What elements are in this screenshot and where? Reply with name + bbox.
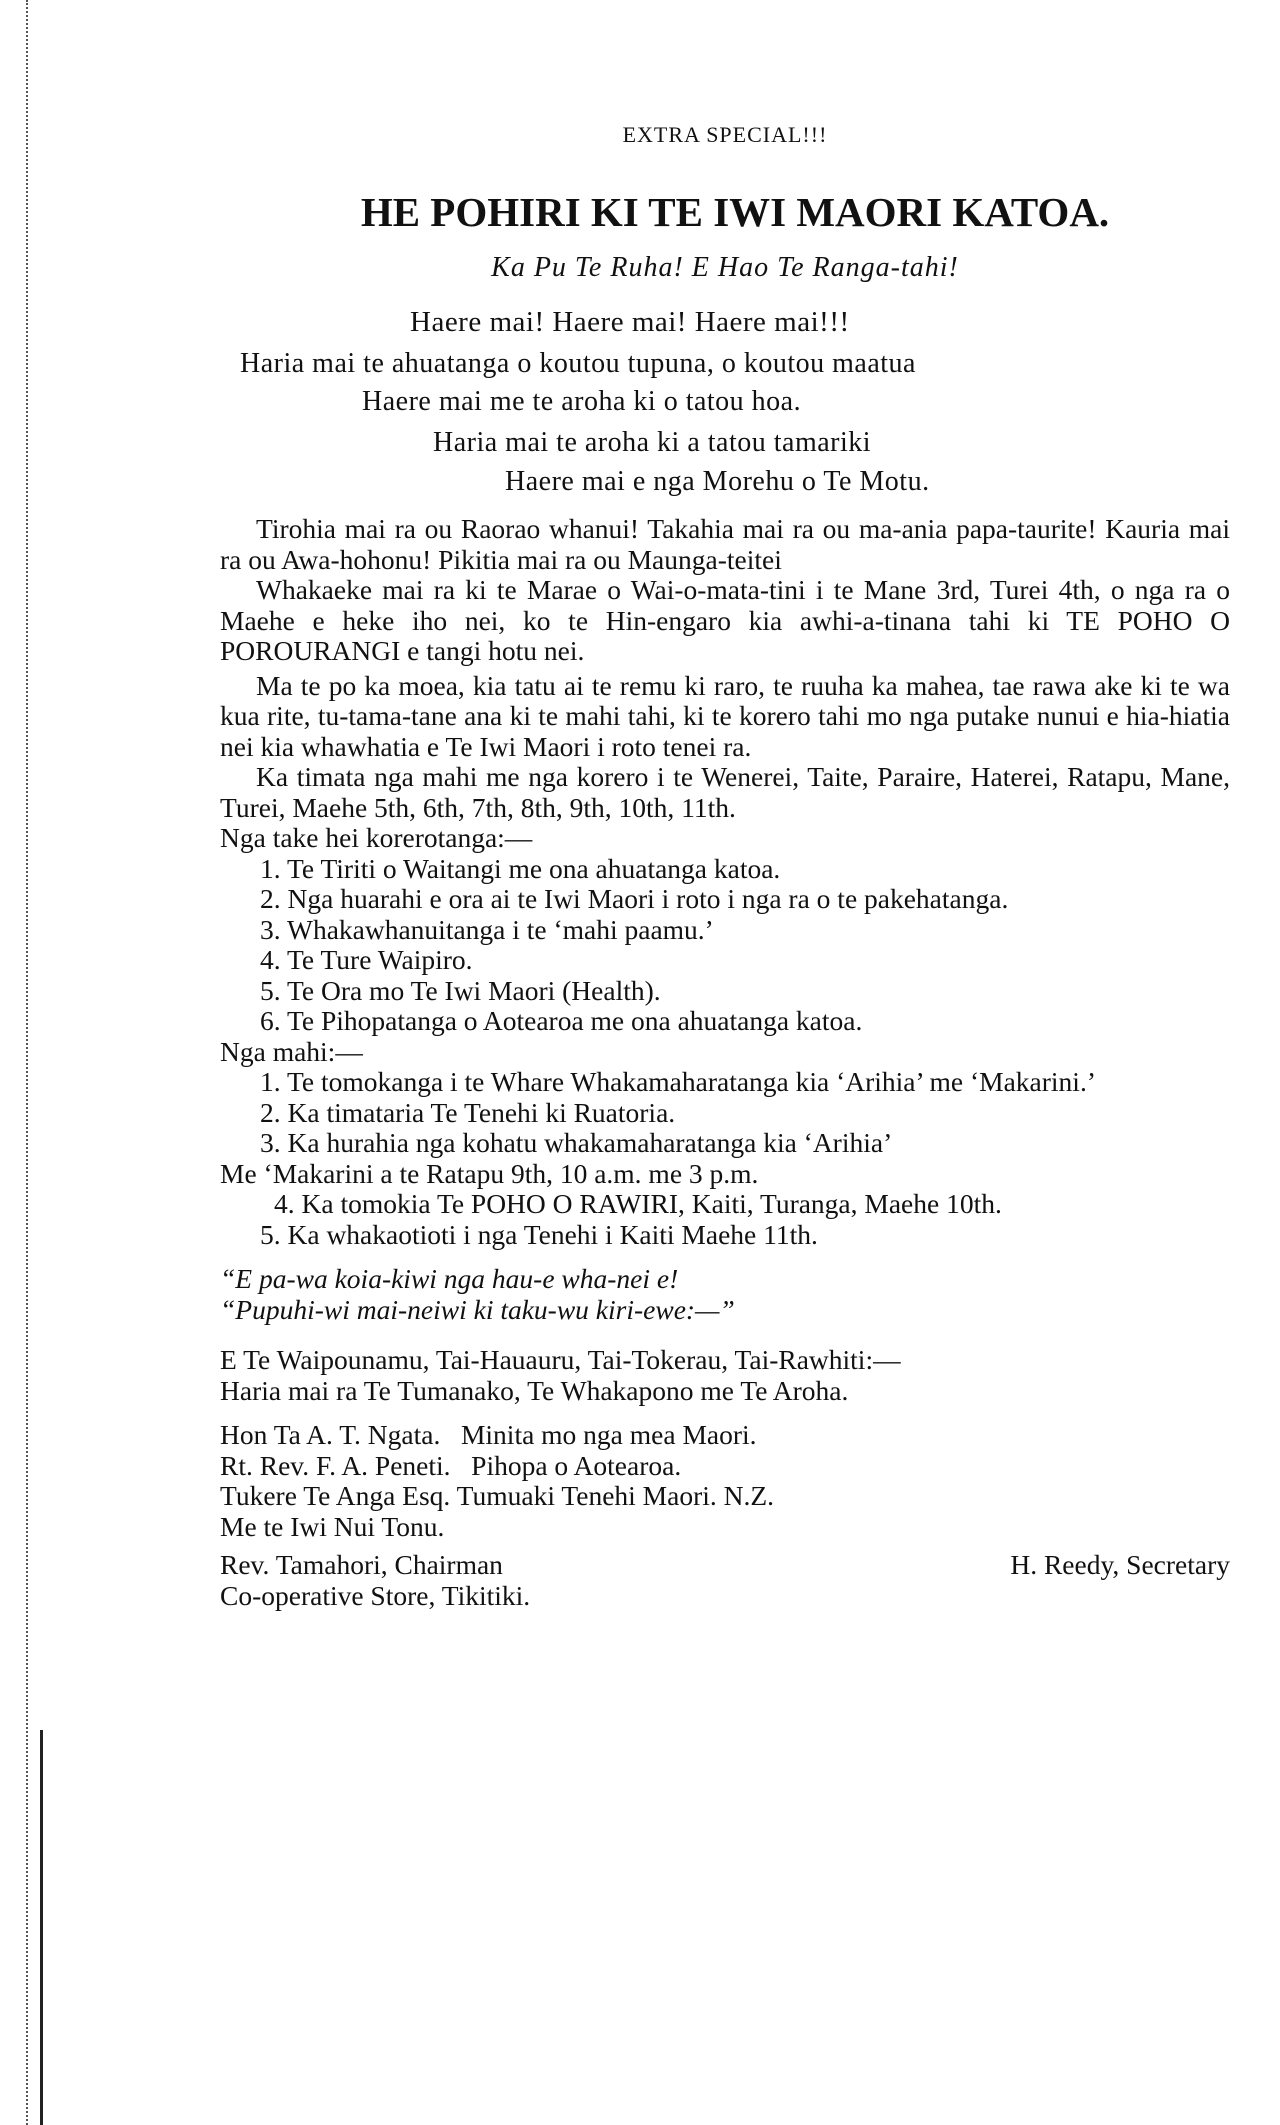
poem-line: Haria mai te aroha ki a tatou tamariki	[433, 427, 872, 458]
topic-item: 3. Whakawhanuitanga i te ‘mahi paamu.’	[260, 913, 714, 945]
poem-line: Haere mai! Haere mai! Haere mai!!!	[410, 306, 850, 338]
poem-line: Haria mai te ahuatanga o koutou tupuna, o koutou maatua	[240, 348, 916, 379]
scan-edge	[26, 0, 28, 2125]
activity-item: 4. Ka tomokia Te POHO O RAWIRI, Kaiti, Turanga, Maehe 10th.	[274, 1188, 1002, 1219]
officers-row	[220, 1550, 1230, 1581]
subtitle: Ka Pu Te Ruha! E Hao Te Ranga-tahi!	[491, 252, 959, 283]
activity-item: 5. Ka whakaotioti i nga Tenehi i Kaiti Maehe 11th.	[260, 1218, 818, 1250]
secretary: H. Reedy, Secretary	[1010, 1549, 1230, 1580]
topic-item: 6. Te Pihopatanga o Aotearoa me ona ahuatanga katoa.	[260, 1005, 863, 1036]
quote-line: “E pa-wa koia-kiwi nga hau-e wha-nei e!	[220, 1263, 679, 1294]
activity-item-continuation: Me ‘Makarini a te Ratapu 9th, 10 a.m. me 3 p.m.	[220, 1157, 759, 1189]
quote-line: “Pupuhi-wi mai-neiwi ki taku-wu kiri-ewe:—”	[220, 1293, 735, 1325]
topic-item: 4. Te Ture Waipiro.	[260, 944, 473, 975]
signatory: Tukere Te Anga Esq. Tumuaki Tenehi Maori. N.Z.	[220, 1480, 775, 1511]
signatory: Hon Ta A. T. Ngata. Minita mo nga mea Maori.	[220, 1419, 757, 1450]
page-title: HE POHIRI KI TE IWI MAORI KATOA.	[360, 189, 1110, 235]
paragraph: Ma te po ka moea, kia tatu ai te remu ki raro, te ruuha ka mahea, tae rawa ake ki te wa kua rite, tu-tama-tane ana ki te mahi tahi, ki te korero tahi mo nga putake nunui e hia-hiatia nei kia whawhatia e Te Iwi Maori i roto tenei ra.	[220, 669, 1230, 762]
chairman: Rev. Tamahori, Chairman	[220, 1549, 503, 1580]
extra-special-heading: EXTRA SPECIAL!!!	[622, 122, 828, 147]
paragraph: Tirohia mai ra ou Raorao whanui! Takahia mai ra ou ma-ania papa-taurite! Kauria mai ra ou Awa-hohonu! Pikitia mai ra ou Maunga-teitei	[220, 513, 1230, 575]
signatory: Me te Iwi Nui Tonu.	[220, 1510, 445, 1542]
paragraph: Ka timata nga mahi me nga korero i te Wenerei, Taite, Paraire, Haterei, Ratapu, Mane, Turei, Maehe 5th, 6th, 7th, 8th, 9th, 10th, 11th.	[220, 761, 1230, 823]
paragraph: Whakaeke mai ra ki te Marae o Wai-o-mata-tini i te Mane 3rd, Turei 4th, o nga ra o Maehe e heke iho nei, ko te Hin-engaro kia awhi-a-tinana tahi ki TE POHO O POROURANGI e tangi hotu nei.	[220, 574, 1230, 666]
notice-body	[220, 514, 1230, 1611]
scan-edge-mark	[40, 1730, 43, 2125]
activity-item: 1. Te tomokanga i te Whare Whakamaharatanga kia ‘Arihia’ me ‘Makarini.’	[260, 1066, 1096, 1097]
activity-item: 3. Ka hurahia nga kohatu whakamaharatanga kia ‘Arihia’	[260, 1127, 893, 1158]
store-name: Co-operative Store, Tikitiki.	[220, 1579, 531, 1611]
topics-heading: Nga take hei korerotanga:—	[220, 822, 533, 853]
poem-line: Haere mai e nga Morehu o Te Motu.	[505, 466, 930, 497]
topic-item: 2. Nga huarahi e ora ai te Iwi Maori i roto i nga ra o te pakehatanga.	[260, 883, 1009, 914]
topic-item: 5. Te Ora mo Te Iwi Maori (Health).	[260, 974, 661, 1006]
activities-heading: Nga mahi:—	[220, 1035, 363, 1067]
topic-item: 1. Te Tiriti o Waitangi me ona ahuatanga katoa.	[260, 852, 781, 884]
activity-item: 2. Ka timataria Te Tenehi ki Ruatoria.	[260, 1096, 676, 1128]
closing-line: E Te Waipounamu, Tai-Hauauru, Tai-Tokerau, Tai-Rawhiti:—	[220, 1344, 901, 1375]
signatory: Rt. Rev. F. A. Peneti. Pihopa o Aotearoa.	[220, 1449, 682, 1481]
closing-line: Haria mai ra Te Tumanako, Te Whakapono me Te Aroha.	[220, 1374, 849, 1406]
poem-line: Haere mai me te aroha ki o tatou hoa.	[362, 386, 802, 417]
